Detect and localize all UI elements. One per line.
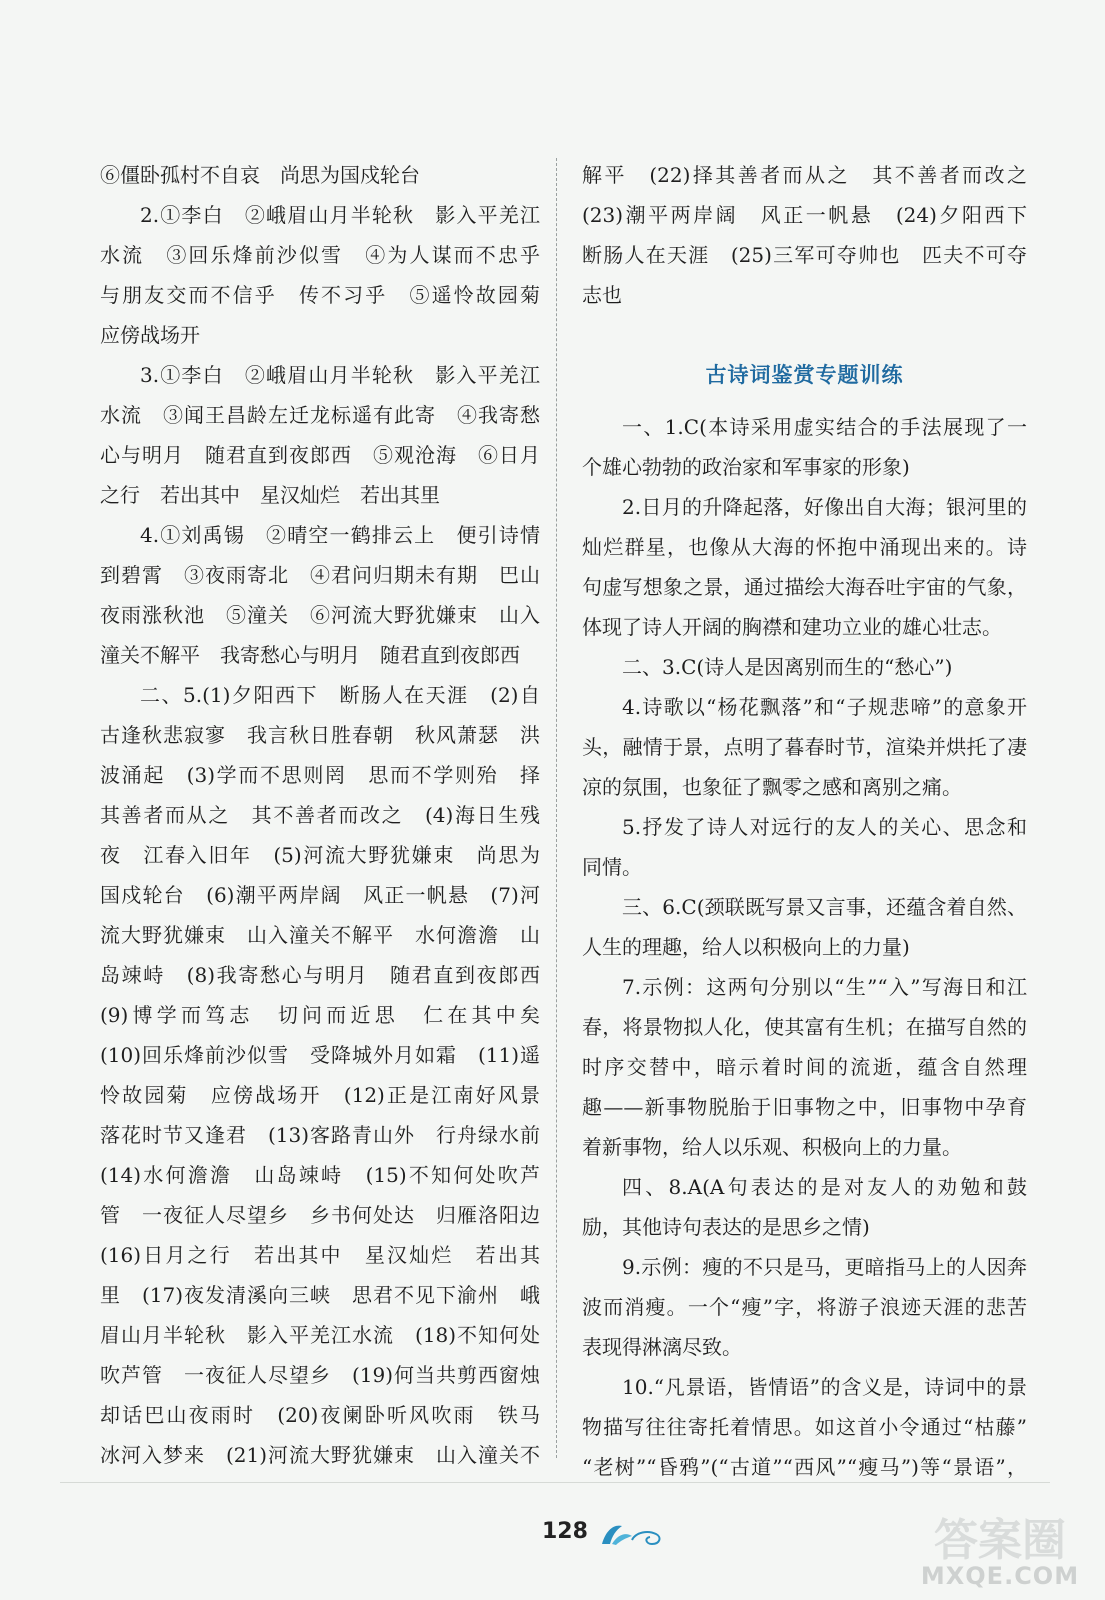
answer-line: 心与明月 随君直到夜郎西 ⑤观沧海 ⑥日月 [100, 443, 540, 467]
answer-line: 冰河入梦来 (21)河流大野犹嫌束 山入潼关不 [100, 1443, 540, 1467]
answer-line: 物描写往往寄托着情思。如这首小令通过“枯藤” [582, 1415, 1027, 1439]
answer-line: (9)博学而笃志 切问而近思 仁在其中矣 [100, 1003, 540, 1027]
answer-line: 着新事物，给人以乐观、积极向上的力量。 [582, 1135, 962, 1159]
answer-line: 之行 若出其中 星汉灿烂 若出其里 [100, 483, 440, 507]
answer-line: ⑥僵卧孤村不自哀 尚思为国戍轮台 [100, 163, 420, 187]
right-column-bottom [582, 407, 1027, 1487]
right-column [582, 155, 1027, 1487]
answer-line: 个雄心勃勃的政治家和军事家的形象) [582, 455, 910, 479]
answer-line: 二、3.C(诗人是因离别而生的“愁心”) [622, 655, 953, 679]
answer-line: 却话巴山夜雨时 (20)夜阑卧听风吹雨 铁马 [100, 1403, 540, 1427]
answer-line: 5.抒发了诗人对远行的友人的关心、思念和 [622, 815, 1027, 839]
answer-line: 趣——新事物脱胎于旧事物之中，旧事物中孕育 [582, 1095, 1027, 1119]
answer-line: 头，融情于景，点明了暮春时节，渲染并烘托了凄 [582, 735, 1027, 759]
answer-line: 体现了诗人开阔的胸襟和建功立业的雄心壮志。 [582, 615, 1002, 639]
answer-line: (16)日月之行 若出其中 星汉灿烂 若出其 [100, 1243, 540, 1267]
answer-line: 凉的氛围，也象征了飘零之感和离别之痛。 [582, 775, 962, 799]
answer-line: 时序交替中，暗示着时间的流逝，蕴含自然理 [582, 1055, 1027, 1079]
answer-line: 怜故园菊 应傍战场开 (12)正是江南好风景 [100, 1083, 540, 1107]
answer-line: 解平 (22)择其善者而从之 其不善者而改之 [582, 163, 1027, 187]
answer-line: 落花时节又逢君 (13)客路青山外 行舟绿水前 [100, 1123, 540, 1147]
answer-line: 9.示例：瘦的不只是马，更暗指马上的人因奔 [622, 1255, 1027, 1279]
answer-line: “老树”“昏鸦”(“古道”“西风”“瘦马”)等“景语”， [582, 1455, 1027, 1479]
answer-line: 古逢秋悲寂寥 我言秋日胜春朝 秋风萧瑟 洪 [100, 723, 540, 747]
answer-line: 波而消瘦。一个“瘦”字，将游子浪迹天涯的悲苦 [582, 1295, 1027, 1319]
answer-line: 7.示例：这两句分别以“生”“入”写海日和江 [622, 975, 1027, 999]
answer-line: 10.“凡景语，皆情语”的含义是，诗词中的景 [622, 1375, 1027, 1399]
answer-line: 3.①李白 ②峨眉山月半轮秋 影入平羌江 [140, 363, 540, 387]
answer-line: 与朋友交而不信乎 传不习乎 ⑤遥怜故园菊 [100, 283, 540, 307]
answer-line: 夜雨涨秋池 ⑤潼关 ⑥河流大野犹嫌束 山入 [100, 603, 540, 627]
answer-line: 一、1.C(本诗采用虚实结合的手法展现了一 [622, 415, 1027, 439]
answer-line: 应傍战场开 [100, 323, 200, 347]
answer-line: 管 一夜征人尽望乡 乡书何处达 归雁洛阳边 [100, 1203, 540, 1227]
answer-line: 水流 ③闻王昌龄左迁龙标遥有此寄 ④我寄愁 [100, 403, 540, 427]
watermark-text: MXQE.COM [920, 1562, 1080, 1590]
answer-line: 人生的理趣，给人以积极向上的力量) [582, 935, 910, 959]
answer-line: 波涌起 (3)学而不思则罔 思而不学则殆 择 [100, 763, 540, 787]
column-divider [556, 158, 557, 1458]
answer-line: 2.日月的升降起落，好像出自大海；银河里的 [622, 495, 1027, 519]
answer-line: (10)回乐烽前沙似雪 受降城外月如霜 (11)遥 [100, 1043, 540, 1067]
footer-rule [60, 1482, 1050, 1483]
answer-line: 4.①刘禹锡 ②晴空一鹤排云上 便引诗情 [140, 523, 540, 547]
answer-line: 灿烂群星，也像从大海的怀抱中涌现出来的。诗 [582, 535, 1027, 559]
answer-line: 流大野犹嫌束 山入潼关不解平 水何澹澹 山 [100, 923, 540, 947]
answer-line: (14)水何澹澹 山岛竦峙 (15)不知何处吹芦 [100, 1163, 540, 1187]
left-column [100, 155, 540, 1475]
answer-line: 里 (17)夜发清溪向三峡 思君不见下渝州 峨 [100, 1283, 540, 1307]
answer-line: 同情。 [582, 855, 642, 879]
answer-line: 到碧霄 ③夜雨寄北 ④君问归期未有期 巴山 [100, 563, 540, 587]
answer-line: 2.①李白 ②峨眉山月半轮秋 影入平羌江 [140, 203, 540, 227]
answer-line: 潼关不解平 我寄愁心与明月 随君直到夜郎西 [100, 643, 520, 667]
answer-line: 二、5.(1)夕阳西下 断肠人在天涯 (2)自 [140, 683, 540, 707]
answer-line: 断肠人在天涯 (25)三军可夺帅也 匹夫不可夺 [582, 243, 1027, 267]
leaf-ornament-icon [596, 1518, 668, 1548]
answer-line: 其善者而从之 其不善者而改之 (4)海日生残 [100, 803, 540, 827]
answer-line: 志也 [582, 283, 622, 307]
answer-line: 句虚写想象之景，通过描绘大海吞吐宇宙的气象， [582, 575, 1027, 599]
answer-line: 眉山月半轮秋 影入平羌江水流 (18)不知何处 [100, 1323, 540, 1347]
right-column-top [582, 155, 1027, 315]
answer-line: 吹芦管 一夜征人尽望乡 (19)何当共剪西窗烛 [100, 1363, 540, 1387]
answer-line: 春，将景物拟人化，使其富有生机；在描写自然的 [582, 1015, 1027, 1039]
answer-line: 四、8.A(A句表达的是对友人的劝勉和鼓 [622, 1175, 1027, 1199]
answer-line: 三、6.C(颈联既写景又言事，还蕴含着自然、 [622, 895, 1027, 919]
answer-line: 夜 江春入旧年 (5)河流大野犹嫌束 尚思为 [100, 843, 540, 867]
watermark [905, 1500, 1095, 1595]
answer-line: 励，其他诗句表达的是思乡之情) [582, 1215, 870, 1239]
answer-line: 4.诗歌以“杨花飘落”和“子规悲啼”的意象开 [622, 695, 1027, 719]
answer-line: 岛竦峙 (8)我寄愁心与明月 随君直到夜郎西 [100, 963, 540, 987]
answer-line: 国戍轮台 (6)潮平两岸阔 风正一帆悬 (7)河 [100, 883, 540, 907]
answer-line: 表现得淋漓尽致。 [582, 1335, 742, 1359]
page-number: 128 [542, 1519, 588, 1544]
watermark-logo: 答案圈 [934, 1515, 1066, 1566]
answer-line: (23)潮平两岸阔 风正一帆悬 (24)夕阳西下 [582, 203, 1027, 227]
section-title: 古诗词鉴赏专题训练 [705, 362, 904, 387]
answer-line: 水流 ③回乐烽前沙似雪 ④为人谋而不忠乎 [100, 243, 540, 267]
